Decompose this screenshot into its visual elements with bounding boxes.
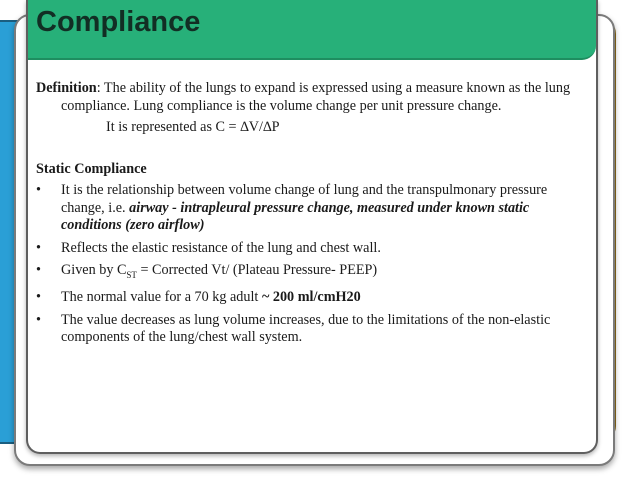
bullet-text: Reflects the elastic resistance of the lung and chest wall. <box>61 239 381 256</box>
bullet-text: Given by C <box>61 262 127 278</box>
list-item <box>36 262 588 284</box>
bullet-text: The value decreases as lung volume increases, due to the limitations of the non-elastic components of the lung/chest wall system. <box>61 311 551 346</box>
title-bar <box>28 0 596 60</box>
bullet-list <box>36 182 588 347</box>
bullet-text: = Corrected Vt/ (Plateau Pressure- PEEP) <box>136 262 378 278</box>
representation-formula: It is represented as C = ∆V/∆P <box>106 119 280 135</box>
list-item <box>36 289 588 307</box>
list-item <box>36 240 588 258</box>
list-item <box>36 182 588 235</box>
static-compliance-heading: Static Compliance <box>36 160 147 177</box>
slide-title: Compliance <box>36 6 201 38</box>
definition-label: Definition <box>36 80 97 96</box>
list-item <box>36 312 588 347</box>
definition-paragraph <box>36 80 588 115</box>
slide-card <box>26 0 598 454</box>
subscript: ST <box>126 269 137 280</box>
bullet-emphasis: airway - intrapleural pressure change, measured under known static conditions (zero airflow) <box>61 199 530 233</box>
slide-content <box>36 80 588 352</box>
normal-value: ~ 200 ml/cmH20 <box>261 289 361 306</box>
bullet-text: It is the relationship between volume change of lung and the transpulmonary pressure change, i.e. <box>61 182 548 216</box>
definition-text: : The ability of the lungs to expand is expressed using a measure known as the lung compliance. Lung compliance is the volume change per unit pressure change. <box>61 80 571 114</box>
bullet-text: The normal value for a 70 kg adult <box>61 289 262 306</box>
